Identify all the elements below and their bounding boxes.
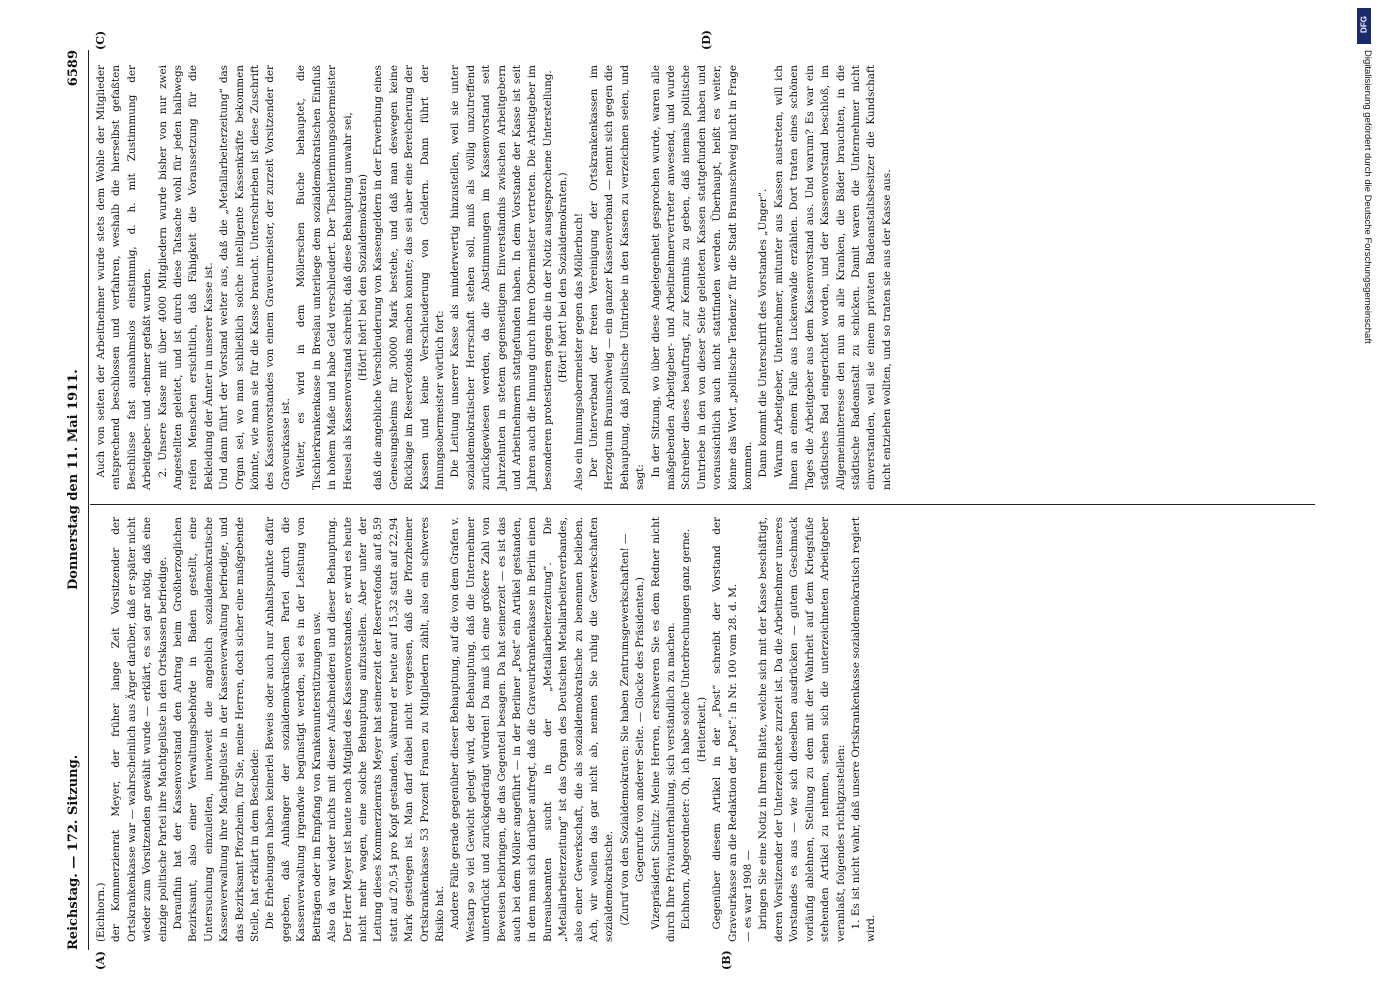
paragraph: Also da war wieder nichts mit dieser Aufschneiderei und dieser Behauptung. Der Herr Meyer ist heute noch Mitglied des Kassenvorstandes, er wird es heute nicht mehr wagen, eine solche Behauptung aufzustellen. Aber unter der Leitung dieses Kommerzienrats Meyer hat seinerzeit der Reservefonds auf 8,59 statt auf 20,54 pro Kopf gestanden, während er heute auf 15,32 statt auf 22,94 Mark gestiegen ist. Man darf dabei nicht vergessen, daß die Pforzheimer Ortskrankenkasse 53 Prozent Frauen zu Mitgliedern zählt, also ein schweres Risiko hat. <box>326 517 446 942</box>
paragraph: Daraufhin hat der Kassenvorstand den Antrag beim Großherzoglichen Bezirksamt, also einer Verwaltungsbehörde in Baden gestellt, eine Untersuchung einzuleiten, inwieweit die angeblich sozialdemokratische Kassenverwaltung ihre Machtgelüste in der Kassenverwaltung befriedige, und das Bezirksamt Pforzheim, für Sie, meine Herren, doch sicher eine maßgebende Stelle, hat erklärt in dem Bescheide: <box>172 517 262 942</box>
speaker-note: (Eichhorn.) <box>95 882 107 942</box>
paragraph: Und dann führt der Vorstand weiter aus, daß die „Metallarbeiterzeitung“ das Organ sei, wo man schließlich solche intelligente Kassenkräfte bekommen könnte, wie man sie für die Kasse braucht. Unterschrieben ist diese Zuschrift des Kassenvorstandes von einem Graveurmeister, der zurzeit Vorsitzender der Graveurkasse ist. <box>218 65 292 490</box>
paragraph: Dann kommt die Unterschrift des Vorstandes „Unger“. <box>757 188 770 478</box>
interjection: (Zuruf von den Sozialdemokraten: Sie haben Zentrumsgewerkschaften! — Gegenrufe von anderer Seite. — Glocke des Präsidenten.) <box>618 533 647 926</box>
quote-paragraph: Die Erhebungen haben keinerlei Beweis oder auch nur Anhaltspunkte dafür gegeben, daß Anhänger der sozialdemokratischen Partei durch die Kassenverwaltung irgendwie begünstigt werden, sei es in der Leistung von Beiträgen oder im Empfang von Krankenunterstützungen usw. <box>264 517 323 942</box>
digitization-credit: Digitalisierung gefördert durch die Deutsche Forschungsgemeinschaft <box>1362 50 1373 344</box>
header-rule <box>88 50 89 950</box>
quote-paragraph: bringen Sie eine Notiz in Ihrem Blatte, welche sich mit der Kasse beschäftigt, deren Vorsitzender der Unterzeichnete zurzeit ist. Da die Arbeitnehmer unseres Vorstandes es aus — wie sich dieselben ausdrücken — gutem Geschmack vorläufig ablehnen, Stellung zu dem mit der Wahrheit auf dem Kriegsfuße stehenden Artikel zu nehmen, sehen sich die unterzeichneten Arbeitgeber veranlaßt, folgendes richtigzustellen: <box>757 517 847 942</box>
marker-b: (B) <box>720 950 733 970</box>
paragraph: Also ein Innungsobermeister gegen das Möllerbuch! <box>572 212 585 490</box>
paragraph: — es war 1908 — <box>742 850 755 942</box>
marker-a: (A) <box>94 951 107 970</box>
paragraph: Eichhorn, Abgeordneter: Oh, ich habe solche Unterbrechungen ganz gerne. <box>680 528 693 930</box>
paragraph: Vizepräsident Schultz: Meine Herren, erschweren Sie es dem Redner nicht durch Ihre Privatunterhaltung, sich verständlich zu machen. <box>649 517 678 942</box>
quote-paragraph: Die Leitung unserer Kasse als minderwertig hinzustellen, weil sie unter sozialdemokratischer Herrschaft stehen soll, muß als völlig unzutreffend zurückgewiesen werden, da die Abstimmungen im Kassenvorstand seit Jahrzehnten in stetem gegenseitigem Einverständnis zwischen Arbeitgebern und Arbeitnehmern stattgefunden haben. In dem Vorstande der Kasse ist seit Jahren auch die Innung durch ihren Obermeister vertreten. Die Arbeitgeber im besonderen protestieren gegen die in der Notiz ausgesprochene Unterstellung. <box>449 65 554 490</box>
digitization-sidebar <box>1353 0 1383 1000</box>
interjection: (Heiterkeit.) <box>695 696 708 763</box>
header-center: Donnerstag den 11. Mai 1911. <box>66 369 81 590</box>
interjection: (Hört! hört! bei den Sozialdemokraten.) <box>557 172 570 383</box>
paragraph: Der Unterverband der freien Vereinigung der Ortskrankenkassen im Herzogtum Braunschweig — ein ganzer Kassenverband — nennt sich gegen die Behauptung, daß politische Umtriebe in den Kassen zu verzeichnen seien, und sagt: <box>588 65 647 490</box>
paragraph: Gegenüber diesem Artikel in der „Post“ schreibt der Vorstand der Graveurkasse an die Redaktion der „Post“: In Nr. 100 vom 28. d. M. <box>711 517 739 942</box>
running-header <box>66 50 88 950</box>
header-left: Reichstag. — 172. Sitzung. <box>66 754 81 950</box>
left-column <box>94 517 880 942</box>
paragraph: der Kommerzienrat Meyer, der früher lange Zeit Vorsitzender der Ortskrankenkasse war — wahrscheinlich aus Ärger darüber, daß er später nicht wieder zum Vorsitzenden gewählt wurde — erklärt, es sei gar nötig, daß eine einzige politische Partei ihre Machtgelüste in den Ortskassen befriedige. <box>110 517 169 942</box>
dfg-logo: DFG <box>1357 8 1371 44</box>
interjection: (Hört! hört! bei den Sozialdemokraten) <box>356 174 369 381</box>
paragraph: 2. Unsere Kasse mit über 4000 Mitgliedern wurde bisher von nur zwei Angestellten geleitet, und ist durch diese Tatsache wohl für jeden halbwegs reifen Menschen ersichtlich, daß Fähigkeit die Voraussetzung für die Bekleidung der Ämter in unserer Kasse ist. <box>156 65 215 490</box>
quote-paragraph: In der Sitzung, wo über diese Angelegenheit gesprochen wurde, waren alle maßgebenden Arbeitgeber- und Arbeitnehmervertreter anwesend, und wurde Schreiber dieses beauftragt, zur Kenntnis zu geben, daß niemals politische Umtriebe in den von dieser Seite geleiteten Kassen stattgefunden haben und voraussichtlich auch nicht stattfinden werden. Überhaupt, heißt es weiter, könne das Wort „politische Tendenz“ für die Stadt Braunschweig nicht in Frage kommen. <box>649 65 755 490</box>
right-column <box>94 65 895 490</box>
paragraph: Weiter, es wird in dem Möllerschen Buche behauptet, die Tischlerkrankenkasse in Breslau unterliege dem sozialdemokratischen Einfluß in hohem Maße und habe Geld verschleudert. Der Tischlerinnungsobermeister Heusel als Kassenvorstand schreibt, daß diese Behauptung unwahr sei, <box>295 65 354 490</box>
marker-d: (D) <box>700 30 713 50</box>
paragraph: Auch von seiten der Arbeitnehmer wurde stets dem Wohle der Mitglieder entsprechend beschlossen und verfahren, weshalb die hierselbst gefaßten Beschlüsse fast ausnahmslos einstimmig, d. h. mit Zustimmung der Arbeitgeber- und -nehmer gefaßt wurden. <box>95 65 154 490</box>
paragraph: 1. Es ist nicht wahr, daß unsere Ortskrankenkasse sozialdemokratisch regiert wird. <box>849 517 878 942</box>
marker-c: (C) <box>94 30 107 50</box>
paragraph: Warum Arbeitgeber, Unternehmer, mitunter aus Kassen austreten, will ich Ihnen an einem Falle aus Luckenwalde erzählen. Dort traten eines schönen Tages die Arbeitgeber aus dem Kassenvorstand aus. Und warum? Es war ein städtisches Bad eingerichtet worden, und der Kassenvorstand beschloß, im Allgemeininteresse den nun an alle Kranken, die Bäder brauchten, in die städtische Badeanstalt zu schicken. Damit waren die Unternehmer nicht einverstanden, weil sie einem privaten Badeanstaltsbesitzer die Kundschaft nicht entziehen wollten, und so traten sie aus der Kasse aus. <box>772 65 893 490</box>
paragraph: Andere Fälle gerade gegenüber dieser Behauptung, auf die von dem Grafen v. Westarp so viel Gewicht gelegt wird, der Behauptung, daß die Unternehmer unterdrückt und zurückgedrängt würden! Da muß ich eine größere Zahl von Beweisen beibringen, die das Gegenteil besagen. Da hat seinerzeit — es ist das auch bei dem Möller angeführt — in der Berliner „Post“ ein Artikel gestanden, in dem man sich darüber aufregt, daß die Graveurkrankenkasse in Berlin einen Bureaubeamten sucht in der „Metallarbeiterzeitung“. Die „Metallarbeiterzeitung“ ist das Organ des Deutschen Metallarbeiterverbandes, also einer Gewerkschaft, die als sozialdemokratische zu benennen belieben. Ach, wir wollen das gar nicht ab, nennen Sie ruhig die Gewerkschaften sozialdemokratische. <box>449 517 616 942</box>
column-rule <box>90 504 1315 505</box>
page-number: 6589 <box>66 50 81 87</box>
paragraph: daß die angebliche Verschleuderung von Kassengeldern in der Erwerbung eines Genesungsheims für 30000 Mark bestehe, und daß man deswegen keine Rücklage im Reservefonds machen konnte; das sei aber eine Bereicherung der Kassen und keine Verschleuderung von Geldern. Dann führt der Innungsobermeister wörtlich fort: <box>372 65 446 490</box>
